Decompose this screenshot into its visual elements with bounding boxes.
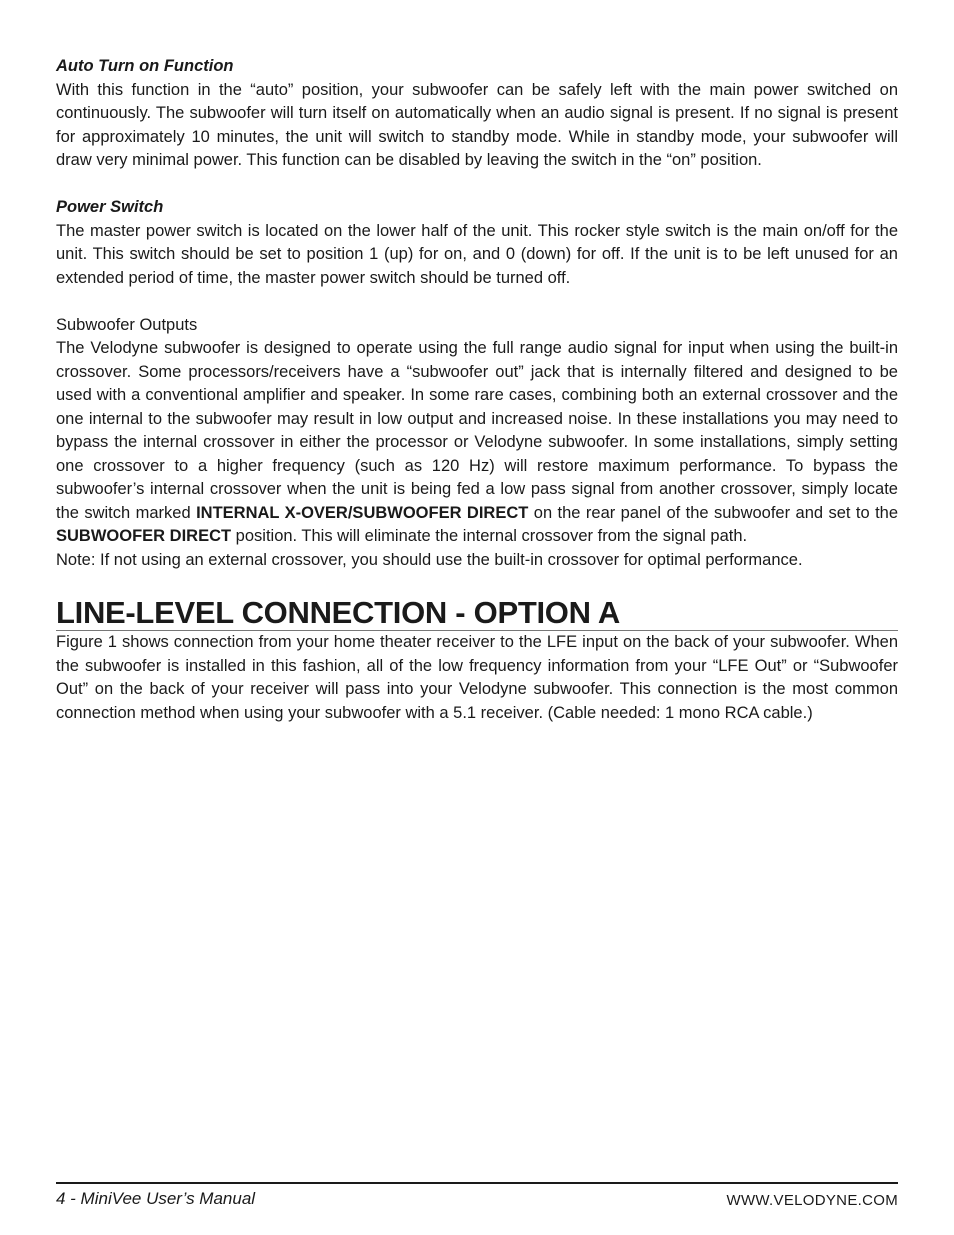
subwoofer-outputs-text-3: position. This will eliminate the internal crossover from the signal path. (231, 527, 748, 545)
power-switch-paragraph: The master power switch is located on the lower half of the unit. This rocker style switch is the main on/off for the unit. This switch should be set to position 1 (up) for on, and 0 (down) for off. If the unit is to be left unused for an extended period of time, the master power switch should be turned off. (56, 221, 898, 287)
footer-website: WWW.VELODYNE.COM (726, 1192, 898, 1209)
subwoofer-outputs-text-1: The Velodyne subwoofer is designed to operate using the full range audio signal for input when using the built-in crossover. Some processors/receivers have a “subwoofer out” jack that is internally filtered and designed to be used with a conventional amplifier and speaker. In some rare cases, combining both an external crossover and the one internal to the subwoofer may result in low output and increased noise. In these installations you may need to bypass the internal crossover in either the processor or Velodyne subwoofer. In some installations, simply setting one crossover to a higher frequency (such as 120 Hz) will restore maximum performance. To bypass the subwoofer’s internal crossover when the unit is being fed a low pass signal from another crossover, simply locate the switch marked (56, 339, 898, 522)
line-level-paragraph: Figure 1 shows connection from your home theater receiver to the LFE input on the back of your subwoofer. When the subwoofer is installed in this fashion, all of the low frequency information from your “LFE Out” or “Subwoofer Out” on the back of your receiver will pass into your Velodyne subwoofer. This connection is the most common connection method when using your subwoofer with a 5.1 receiver. (Cable needed: 1 mono RCA cable.) (56, 633, 898, 722)
power-switch-heading: Power Switch (56, 198, 164, 216)
spacer (56, 290, 898, 314)
footer-page-label: 4 - MiniVee User’s Manual (56, 1189, 256, 1208)
auto-turn-on-paragraph: With this function in the “auto” position, your subwoofer can be safely left with the main power switched on continuously. The subwoofer will turn itself on automatically when an audio signal is present. If no signal is present for approximately 10 minutes, the unit will switch to standby mode. While in standby mode, your subwoofer will draw very minimal power. This function can be disabled by leaving the switch in the “on” position. (56, 80, 898, 169)
switch-position-label: SUBWOOFER DIRECT (56, 527, 232, 545)
subwoofer-outputs-heading: Subwoofer Outputs (56, 315, 198, 334)
subwoofer-outputs-note: Note: If not using an external crossover, you should use the built-in crossover for optimal performance. (56, 550, 803, 569)
subwoofer-outputs-paragraph (56, 337, 898, 549)
switch-name-label: INTERNAL X-OVER/SUBWOOFER DIRECT (196, 503, 529, 522)
line-level-section-title: LINE-LEVEL CONNECTION - OPTION A (56, 596, 898, 631)
page-content (56, 55, 898, 725)
auto-turn-on-heading: Auto Turn on Function (56, 57, 234, 75)
footer-divider (56, 1182, 898, 1184)
spacer (56, 173, 898, 197)
subwoofer-outputs-text-2: on the rear panel of the subwoofer and set to the (528, 503, 899, 522)
